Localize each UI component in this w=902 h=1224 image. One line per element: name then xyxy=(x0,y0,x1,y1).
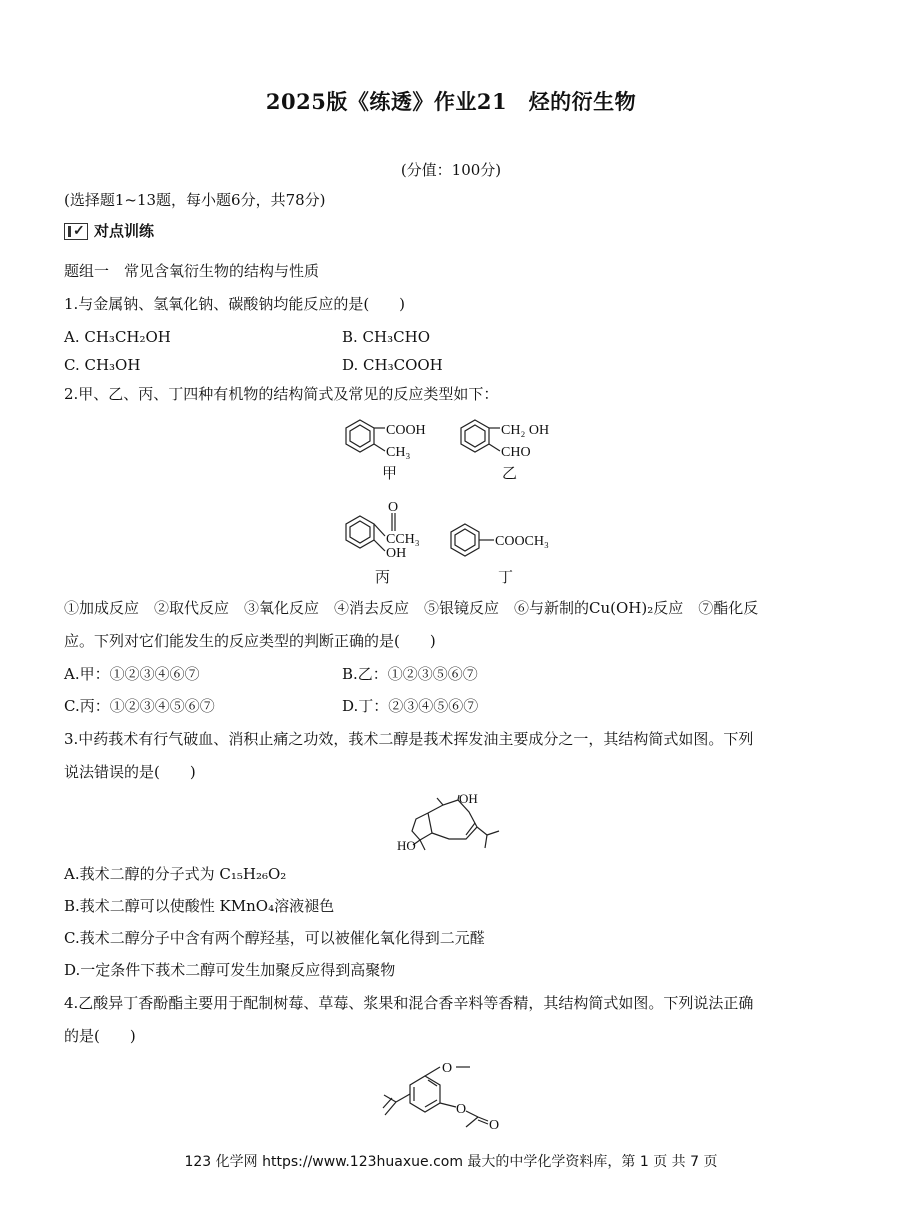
q2-option-d: D.丁：②③④⑤⑥⑦ xyxy=(342,697,479,715)
q3-option-b: B.莪术二醇可以使酸性 KMnO₄溶液褪色 xyxy=(64,897,335,915)
group-cho: CHO xyxy=(501,445,531,460)
score-note: (分值：100分) xyxy=(400,161,502,179)
section-heading xyxy=(64,221,154,241)
q3-ho-bottom: HO xyxy=(397,838,416,853)
question-group-heading: 题组一 常见含氧衍生物的结构与性质 xyxy=(64,262,320,280)
q2-reaction-types-line2: 应。下列对它们能发生的反应类型的判断正确的是( ) xyxy=(64,632,436,650)
q3-option-c: C.莪术二醇分子中含有两个醇羟基，可以被催化氧化得到二元醛 xyxy=(64,929,485,947)
q2-option-c: C.丙：①②③④⑤⑥⑦ xyxy=(64,697,215,715)
q2-option-b: B.乙：①②③⑤⑥⑦ xyxy=(342,665,478,683)
q4-ester-o: O xyxy=(456,1102,467,1117)
q3-stem-line1: 3.中药莪术有行气破血、消积止痛之功效，莪术二醇是莪术挥发油主要成分之一，其结构简式如图。下列 xyxy=(64,730,754,748)
q4-carbonyl-o: O xyxy=(489,1118,500,1133)
q4-isoeugenyl-acetate-structure xyxy=(370,1055,540,1140)
group-oh: OH xyxy=(386,546,407,561)
page-title: 2025版《练透》作业21 烃的衍生物 xyxy=(265,89,637,114)
q3-option-d: D.一定条件下莪术二醇可发生加聚反应得到高聚物 xyxy=(64,961,396,979)
q2-reaction-types-line1: ①加成反应 ②取代反应 ③氧化反应 ④消去反应 ⑤银镜反应 ⑥与新制的Cu(OH)₂反应 ⑦酯化反 xyxy=(64,599,759,617)
q3-stem-line2: 说法错误的是( ) xyxy=(64,763,196,781)
checklist-icon xyxy=(64,223,88,240)
q1-option-c: C. CH₃OH xyxy=(64,356,141,374)
page-footer: 123 化学网 https://www.123huaxue.com 最大的中学化学资料库，第 1 页 共 7 页 xyxy=(184,1154,718,1170)
label-ding: 丁 xyxy=(498,570,514,586)
q3-curcumol-structure xyxy=(395,790,515,855)
instructions: (选择题1~13题，每小题6分，共78分) xyxy=(64,191,326,209)
q1-stem: 1.与金属钠、氢氧化钠、碳酸钠均能反应的是( ) xyxy=(64,295,406,313)
group-cch3: CCH₃ xyxy=(386,532,420,547)
group-carbonyl-o: O xyxy=(388,500,399,515)
section-heading-text: 对点训练 xyxy=(94,222,155,240)
q4-stem-line1: 4.乙酸异丁香酚酯主要用于配制树莓、草莓、浆果和混合香辛料等香精，其结构简式如图。下列说法正确 xyxy=(64,994,754,1012)
q2-stem: 2.甲、乙、丙、丁四种有机物的结构简式及常见的反应类型如下： xyxy=(64,385,499,403)
q1-option-d: D. CH₃COOH xyxy=(342,356,443,374)
q2-option-a: A.甲：①②③④⑥⑦ xyxy=(64,665,200,683)
q1-option-b: B. CH₃CHO xyxy=(342,328,430,346)
q4-stem-line2: 的是( ) xyxy=(64,1027,136,1045)
q3-option-a: A.莪术二醇的分子式为 C₁₅H₂₆O₂ xyxy=(64,865,287,883)
label-yi: 乙 xyxy=(502,466,518,482)
q3-oh-top: OH xyxy=(459,791,478,806)
q2-structures-figure xyxy=(330,415,590,590)
group-cooch3: COOCH₃ xyxy=(495,534,549,549)
group-cooh: COOH xyxy=(386,423,426,438)
group-ch2oh: CH₂ OH xyxy=(501,423,550,438)
group-ch3: CH₃ xyxy=(386,445,411,460)
q4-methoxy-o: O xyxy=(442,1061,453,1076)
q1-option-a: A. CH₃CH₂OH xyxy=(64,328,171,346)
label-bing: 丙 xyxy=(375,570,391,586)
label-jia: 甲 xyxy=(382,466,398,482)
